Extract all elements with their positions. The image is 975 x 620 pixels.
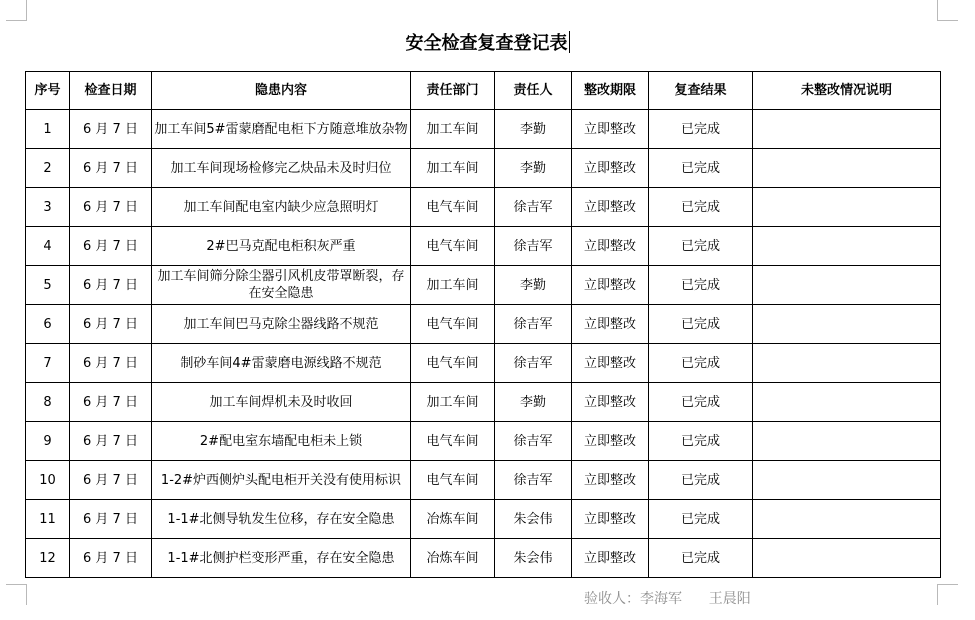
table-row [26, 110, 941, 149]
cell-note[interactable] [753, 227, 941, 266]
cell-no[interactable]: 10 [26, 461, 70, 500]
cell-issue[interactable]: 制砂车间4#雷蒙磨电源线路不规范 [152, 344, 411, 383]
inspector-name-1: 李海军 [640, 591, 682, 607]
cell-no[interactable]: 12 [26, 539, 70, 578]
header-result: 复查结果 [649, 72, 753, 110]
cell-no[interactable]: 7 [26, 344, 70, 383]
cell-deadline[interactable]: 立即整改 [572, 110, 649, 149]
cell-date[interactable]: 6 月 7 日 [70, 461, 152, 500]
cell-issue[interactable]: 加工车间巴马克除尘器线路不规范 [152, 305, 411, 344]
cell-issue[interactable]: 加工车间配电室内缺少应急照明灯 [152, 188, 411, 227]
header-date: 检查日期 [70, 72, 152, 110]
header-no: 序号 [26, 72, 70, 110]
cell-deadline[interactable]: 立即整改 [572, 305, 649, 344]
cell-no[interactable]: 5 [26, 266, 70, 305]
cell-person[interactable]: 朱会伟 [495, 539, 572, 578]
cell-no[interactable]: 4 [26, 227, 70, 266]
cell-deadline[interactable]: 立即整改 [572, 461, 649, 500]
document-title[interactable] [0, 31, 975, 56]
cell-person[interactable]: 徐吉军 [495, 188, 572, 227]
cell-issue[interactable]: 加工车间筛分除尘器引风机皮带罩断裂，存在安全隐患 [152, 266, 411, 305]
cell-no[interactable]: 6 [26, 305, 70, 344]
acceptance-signature-line[interactable] [584, 588, 751, 608]
crop-mark-top-left [6, 0, 27, 21]
cell-result[interactable]: 已完成 [649, 422, 753, 461]
crop-mark-bottom-right [937, 584, 958, 605]
cell-deadline[interactable]: 立即整改 [572, 539, 649, 578]
header-note: 未整改情况说明 [753, 72, 941, 110]
cell-person[interactable]: 徐吉军 [495, 422, 572, 461]
crop-mark-top-right [937, 0, 958, 21]
cell-result[interactable]: 已完成 [649, 188, 753, 227]
cell-dept[interactable]: 加工车间 [411, 149, 495, 188]
cell-note[interactable] [753, 500, 941, 539]
cell-result[interactable]: 已完成 [649, 266, 753, 305]
cell-result[interactable]: 已完成 [649, 227, 753, 266]
cell-issue[interactable]: 加工车间5#雷蒙磨配电柜下方随意堆放杂物 [152, 110, 411, 149]
cell-person[interactable]: 徐吉军 [495, 344, 572, 383]
table-row [26, 539, 941, 578]
cell-note[interactable] [753, 266, 941, 305]
cell-person[interactable]: 李勤 [495, 266, 572, 305]
cell-person[interactable]: 李勤 [495, 110, 572, 149]
cell-person[interactable]: 李勤 [495, 149, 572, 188]
table-header-row [26, 72, 941, 110]
cell-dept[interactable]: 电气车间 [411, 422, 495, 461]
header-person: 责任人 [495, 72, 572, 110]
cell-issue[interactable]: 2#配电室东墙配电柜未上锁 [152, 422, 411, 461]
cell-issue[interactable]: 1-1#北侧护栏变形严重，存在安全隐患 [152, 539, 411, 578]
cell-issue[interactable]: 加工车间焊机未及时收回 [152, 383, 411, 422]
table-row [26, 461, 941, 500]
cell-no[interactable]: 8 [26, 383, 70, 422]
cell-deadline[interactable]: 立即整改 [572, 266, 649, 305]
cell-date[interactable]: 6 月 7 日 [70, 500, 152, 539]
cell-date[interactable]: 6 月 7 日 [70, 383, 152, 422]
title-text: 安全检查复查登记表 [405, 33, 568, 54]
cell-deadline[interactable]: 立即整改 [572, 422, 649, 461]
cell-person[interactable]: 徐吉军 [495, 227, 572, 266]
cell-result[interactable]: 已完成 [649, 149, 753, 188]
cell-note[interactable] [753, 422, 941, 461]
cell-issue[interactable]: 1-1#北侧导轨发生位移，存在安全隐患 [152, 500, 411, 539]
cell-dept[interactable]: 电气车间 [411, 305, 495, 344]
cell-note[interactable] [753, 344, 941, 383]
cell-no[interactable]: 11 [26, 500, 70, 539]
table-row [26, 266, 941, 305]
cell-dept[interactable]: 加工车间 [411, 110, 495, 149]
cell-dept[interactable]: 冶炼车间 [411, 539, 495, 578]
cell-date[interactable]: 6 月 7 日 [70, 188, 152, 227]
cell-dept[interactable]: 电气车间 [411, 227, 495, 266]
header-deadline: 整改期限 [572, 72, 649, 110]
cell-deadline[interactable]: 立即整改 [572, 500, 649, 539]
crop-mark-bottom-left [6, 584, 27, 605]
cell-note[interactable] [753, 461, 941, 500]
inspector-name-2: 王晨阳 [708, 591, 751, 607]
header-issue: 隐患内容 [152, 72, 411, 110]
cell-deadline[interactable]: 立即整改 [572, 149, 649, 188]
cell-note[interactable] [753, 539, 941, 578]
acceptance-label: 验收人： [584, 591, 640, 607]
cell-note[interactable] [753, 305, 941, 344]
header-dept: 责任部门 [411, 72, 495, 110]
cell-result[interactable]: 已完成 [649, 383, 753, 422]
cell-dept[interactable]: 加工车间 [411, 383, 495, 422]
cell-dept[interactable]: 电气车间 [411, 188, 495, 227]
cell-date[interactable]: 6 月 7 日 [70, 149, 152, 188]
cell-no[interactable]: 1 [26, 110, 70, 149]
cell-date[interactable]: 6 月 7 日 [70, 266, 152, 305]
cell-dept[interactable]: 电气车间 [411, 344, 495, 383]
cell-date[interactable]: 6 月 7 日 [70, 344, 152, 383]
cell-deadline[interactable]: 立即整改 [572, 344, 649, 383]
cell-deadline[interactable]: 立即整改 [572, 227, 649, 266]
cell-person[interactable]: 李勤 [495, 383, 572, 422]
cell-person[interactable]: 朱会伟 [495, 500, 572, 539]
cell-issue[interactable]: 2#巴马克配电柜积灰严重 [152, 227, 411, 266]
cell-deadline[interactable]: 立即整改 [572, 188, 649, 227]
cell-dept[interactable]: 冶炼车间 [411, 500, 495, 539]
cell-person[interactable]: 徐吉军 [495, 305, 572, 344]
cell-note[interactable] [753, 188, 941, 227]
cell-issue[interactable]: 加工车间现场检修完乙炔品未及时归位 [152, 149, 411, 188]
table-row [26, 422, 941, 461]
cell-deadline[interactable]: 立即整改 [572, 383, 649, 422]
table-row [26, 500, 941, 539]
table-row [26, 149, 941, 188]
cell-result[interactable]: 已完成 [649, 539, 753, 578]
text-cursor [569, 31, 570, 53]
cell-result[interactable]: 已完成 [649, 344, 753, 383]
cell-person[interactable]: 徐吉军 [495, 461, 572, 500]
cell-dept[interactable]: 电气车间 [411, 461, 495, 500]
cell-date[interactable]: 6 月 7 日 [70, 305, 152, 344]
inspection-register-table [25, 71, 941, 578]
table-row [26, 383, 941, 422]
cell-date[interactable]: 6 月 7 日 [70, 227, 152, 266]
cell-date[interactable]: 6 月 7 日 [70, 422, 152, 461]
cell-note[interactable] [753, 383, 941, 422]
table-row [26, 227, 941, 266]
cell-date[interactable]: 6 月 7 日 [70, 110, 152, 149]
cell-no[interactable]: 2 [26, 149, 70, 188]
cell-dept[interactable]: 加工车间 [411, 266, 495, 305]
table-row [26, 344, 941, 383]
cell-note[interactable] [753, 149, 941, 188]
cell-no[interactable]: 9 [26, 422, 70, 461]
cell-no[interactable]: 3 [26, 188, 70, 227]
table-row [26, 188, 941, 227]
cell-result[interactable]: 已完成 [649, 305, 753, 344]
cell-result[interactable]: 已完成 [649, 461, 753, 500]
cell-result[interactable]: 已完成 [649, 500, 753, 539]
cell-date[interactable]: 6 月 7 日 [70, 539, 152, 578]
cell-result[interactable]: 已完成 [649, 110, 753, 149]
cell-note[interactable] [753, 110, 941, 149]
cell-issue[interactable]: 1-2#炉西侧炉头配电柜开关没有使用标识 [152, 461, 411, 500]
name-spacer [682, 591, 709, 607]
table-row [26, 305, 941, 344]
